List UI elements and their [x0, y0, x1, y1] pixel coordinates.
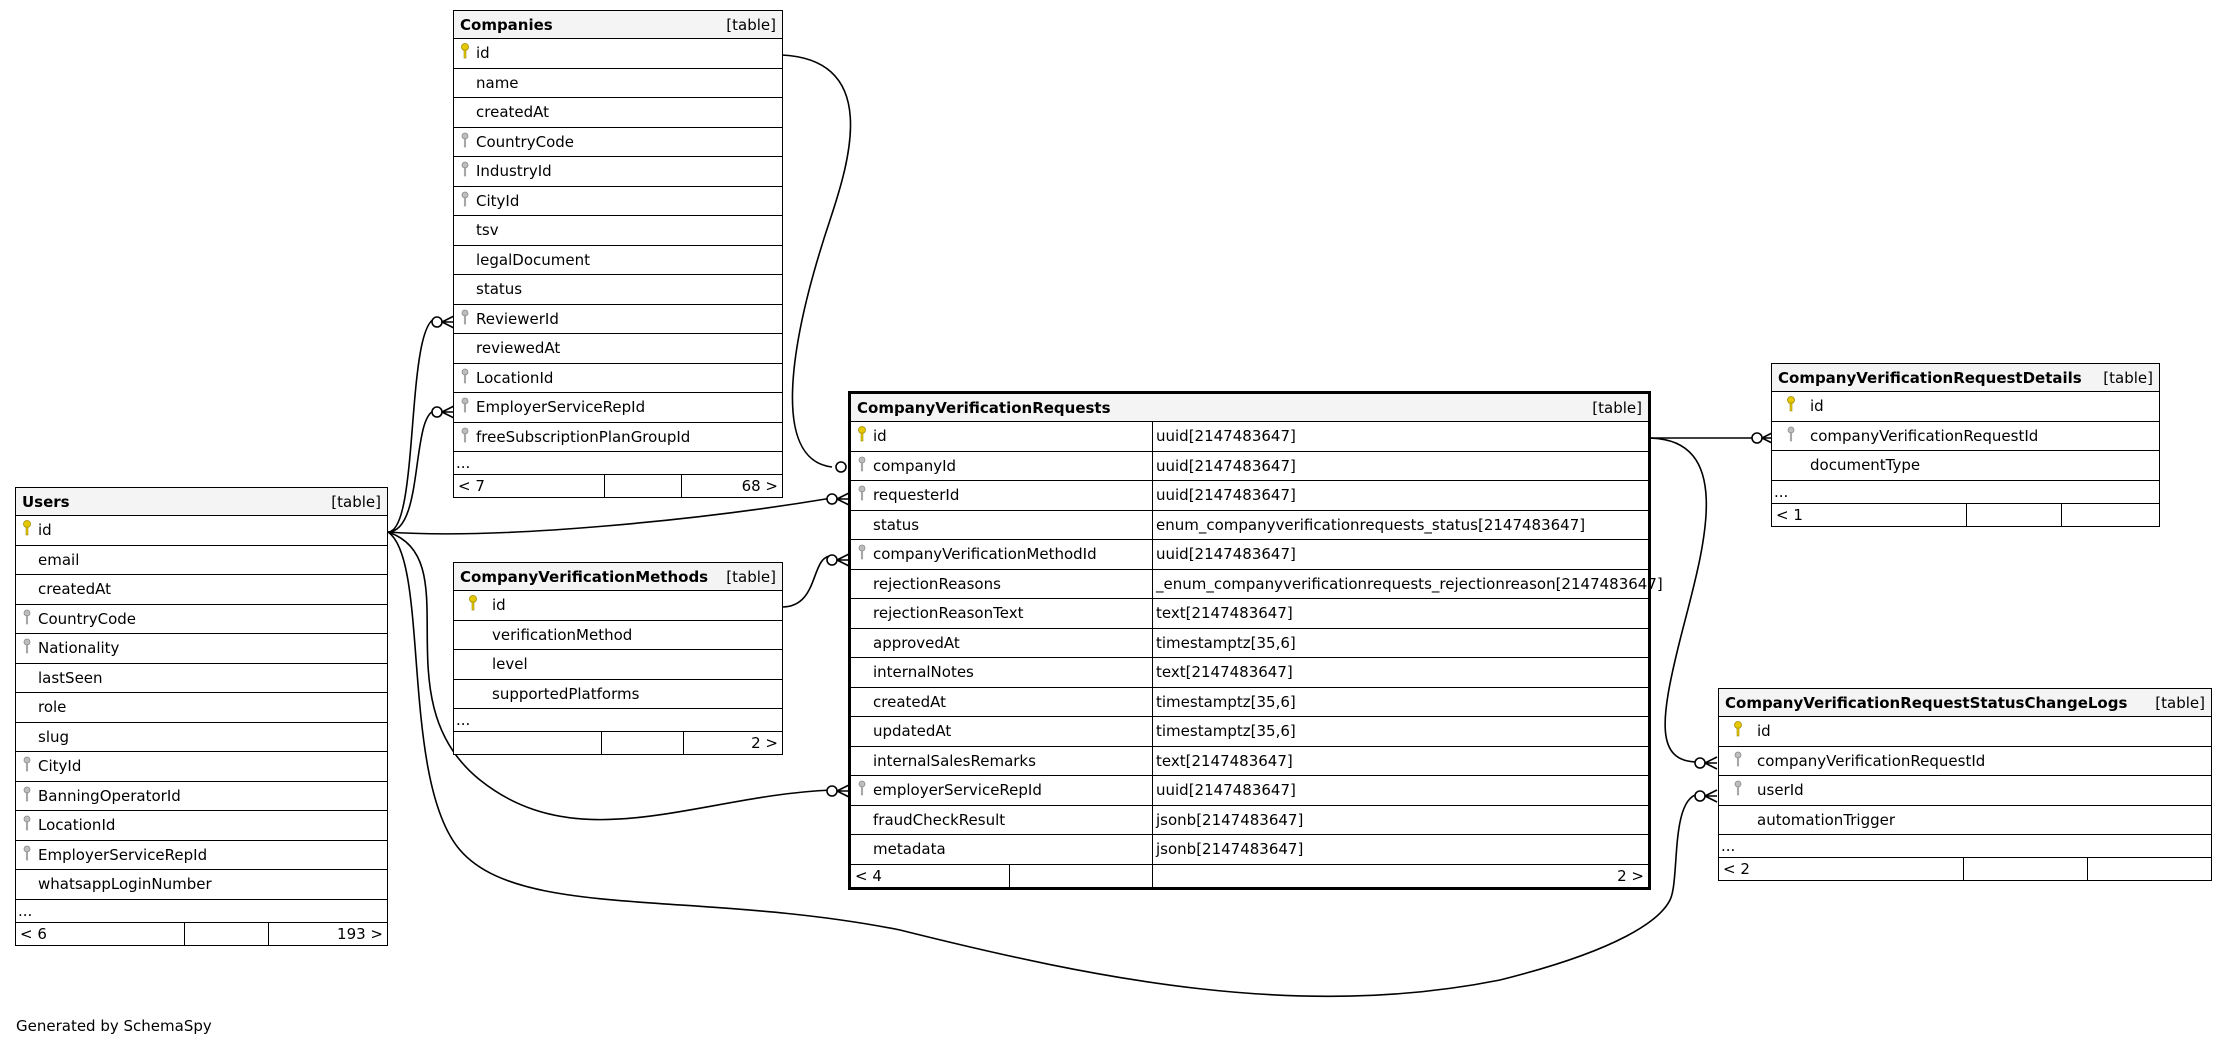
table-header — [454, 11, 782, 39]
column-row — [454, 393, 782, 423]
column-name: companyId — [873, 456, 957, 475]
edge-end-circle — [827, 555, 837, 565]
column-row — [1719, 717, 2211, 747]
column-type: uuid[2147483647] — [1152, 540, 1296, 569]
column-row — [16, 664, 387, 694]
column-name: metadata — [873, 840, 946, 859]
column-row — [851, 776, 1648, 806]
column-row — [851, 717, 1648, 747]
column-row — [851, 806, 1648, 836]
column-row — [851, 540, 1648, 570]
column-name: CityId — [476, 191, 520, 210]
column-row — [16, 870, 387, 900]
edge-end-circle — [827, 494, 837, 504]
column-type: timestamptz[35,6] — [1152, 688, 1296, 717]
foreign-key-icon — [460, 161, 470, 181]
column-row — [851, 452, 1648, 482]
column-row — [454, 423, 782, 453]
footer-divider — [2087, 858, 2088, 880]
column-name: freeSubscriptionPlanGroupId — [476, 427, 691, 446]
edge-users-requests-requester — [388, 498, 832, 534]
column-name: companyVerificationRequestId — [1757, 751, 1986, 770]
foreign-key-icon — [22, 786, 32, 806]
foreign-key-icon — [857, 456, 867, 476]
table-companies — [453, 10, 783, 498]
footer-divider — [1963, 858, 1964, 880]
column-row — [851, 422, 1648, 452]
column-row — [1772, 422, 2159, 452]
footer-divider — [1152, 865, 1153, 887]
column-row — [16, 605, 387, 635]
more-columns-ellipsis: ... — [1772, 481, 2159, 504]
foreign-key-icon — [22, 845, 32, 865]
table-kind: [table] — [1592, 398, 1642, 417]
column-name: LocationId — [38, 816, 116, 835]
column-name: documentType — [1810, 456, 1921, 475]
more-columns-ellipsis: ... — [16, 900, 387, 923]
column-name: rejectionReasonText — [873, 604, 1024, 623]
column-name: rejectionReasons — [873, 574, 1001, 593]
column-row — [454, 621, 782, 651]
foreign-key-icon — [857, 485, 867, 505]
column-type: text[2147483647] — [1152, 599, 1293, 628]
table-footer — [454, 475, 782, 497]
foreign-key-icon — [857, 780, 867, 800]
column-name: level — [492, 655, 528, 674]
column-name: lastSeen — [38, 668, 103, 687]
column-name: automationTrigger — [1757, 810, 1896, 829]
column-name: IndustryId — [476, 162, 552, 181]
column-name: role — [38, 698, 67, 717]
column-type: uuid[2147483647] — [1152, 452, 1296, 481]
footer-divider — [184, 923, 185, 945]
column-name: CityId — [38, 757, 82, 776]
foreign-key-icon — [857, 544, 867, 564]
column-row — [454, 650, 782, 680]
foreign-key-icon — [1733, 780, 1743, 800]
column-name: supportedPlatforms — [492, 684, 640, 703]
column-row — [454, 98, 782, 128]
foreign-key-icon — [460, 397, 470, 417]
column-row — [16, 752, 387, 782]
column-type: timestamptz[35,6] — [1152, 717, 1296, 746]
crowfoot — [1705, 757, 1717, 769]
primary-key-icon — [857, 426, 867, 446]
table-kind: [table] — [331, 492, 381, 511]
column-name: employerServiceRepId — [873, 781, 1042, 800]
column-row — [16, 693, 387, 723]
column-name: ReviewerId — [476, 309, 559, 328]
parent-count: < 7 — [458, 477, 485, 495]
more-columns-ellipsis: ... — [454, 709, 782, 732]
primary-key-icon — [1786, 396, 1796, 416]
column-name: whatsappLoginNumber — [38, 875, 212, 894]
column-name: verificationMethod — [492, 625, 633, 644]
table-footer — [1772, 504, 2159, 526]
column-type: jsonb[2147483647] — [1152, 835, 1303, 864]
edge-companies-requests — [782, 55, 851, 467]
column-row — [851, 481, 1648, 511]
column-row — [16, 811, 387, 841]
column-name: tsv — [476, 221, 499, 240]
column-name: createdAt — [38, 580, 112, 599]
column-name: EmployerServiceRepId — [38, 845, 208, 864]
edge-end-circle — [827, 786, 837, 796]
column-name: companyVerificationMethodId — [873, 545, 1097, 564]
column-name: id — [492, 596, 506, 615]
column-name: createdAt — [476, 103, 550, 122]
edge-users-companies-reviewer — [388, 318, 437, 532]
footer-divider — [1966, 504, 1967, 526]
edge-requests-logs — [1650, 438, 1706, 762]
column-row — [454, 39, 782, 69]
foreign-key-icon — [460, 191, 470, 211]
column-type: uuid[2147483647] — [1152, 776, 1296, 805]
foreign-key-icon — [1786, 426, 1796, 446]
foreign-key-icon — [22, 815, 32, 835]
more-columns-ellipsis: ... — [454, 452, 782, 475]
column-row — [851, 599, 1648, 629]
column-row — [1719, 776, 2211, 806]
footer-divider — [604, 475, 605, 497]
table-kind: [table] — [2103, 368, 2153, 387]
foreign-key-icon — [460, 132, 470, 152]
table-footer — [1719, 858, 2211, 880]
column-row — [454, 246, 782, 276]
column-type: enum_companyverificationrequests_status[2147483647] — [1152, 511, 1585, 540]
column-name: companyVerificationRequestId — [1810, 426, 2039, 445]
table-users — [15, 487, 388, 946]
column-row — [851, 658, 1648, 688]
footer-divider — [1009, 865, 1010, 887]
table-name: Users — [22, 492, 70, 511]
column-name: Nationality — [38, 639, 120, 658]
table-name: CompanyVerificationRequestDetails — [1778, 368, 2082, 387]
column-name: id — [1810, 397, 1824, 416]
child-count: 68 > — [741, 477, 778, 495]
column-row — [454, 334, 782, 364]
column-row — [454, 680, 782, 710]
column-row — [16, 782, 387, 812]
column-row — [16, 575, 387, 605]
column-name: requesterId — [873, 486, 960, 505]
column-type: _enum_companyverificationrequests_rejectionreason[2147483647] — [1152, 570, 1663, 599]
parent-count: < 6 — [20, 924, 47, 943]
foreign-key-icon — [1733, 751, 1743, 771]
table-name: CompanyVerificationRequestStatusChangeLogs — [1725, 693, 2128, 712]
table-header — [1719, 689, 2211, 717]
column-row — [454, 69, 782, 99]
foreign-key-icon — [460, 427, 470, 447]
column-name: updatedAt — [873, 722, 952, 741]
column-row — [454, 128, 782, 158]
column-name: legalDocument — [476, 250, 590, 269]
table-header — [16, 488, 387, 516]
table-header — [851, 394, 1648, 422]
footer-divider — [2061, 504, 2062, 526]
footer-divider — [681, 475, 682, 497]
column-row — [16, 546, 387, 576]
column-row — [454, 591, 782, 621]
table-company-verification-methods — [453, 562, 783, 755]
column-name: CountryCode — [476, 132, 574, 151]
primary-key-icon — [1733, 721, 1743, 741]
table-footer — [454, 732, 782, 754]
column-name: createdAt — [873, 692, 947, 711]
table-kind: [table] — [726, 567, 776, 586]
column-type: uuid[2147483647] — [1152, 422, 1296, 451]
column-name: id — [476, 44, 490, 63]
column-row — [851, 511, 1648, 541]
edge-methods-requests — [782, 556, 832, 607]
column-name: id — [38, 521, 52, 540]
column-row — [454, 157, 782, 187]
column-row — [851, 629, 1648, 659]
column-name: CountryCode — [38, 609, 136, 628]
table-kind: [table] — [2155, 693, 2205, 712]
column-type: text[2147483647] — [1152, 747, 1293, 776]
edge-end-circle — [1695, 758, 1705, 768]
edge-end-circle — [1752, 433, 1762, 443]
foreign-key-icon — [22, 756, 32, 776]
primary-key-icon — [22, 520, 32, 540]
column-row — [454, 216, 782, 246]
column-row — [851, 747, 1648, 777]
crowfoot — [1705, 790, 1717, 802]
column-row — [851, 688, 1648, 718]
foreign-key-icon — [22, 609, 32, 629]
column-type: jsonb[2147483647] — [1152, 806, 1303, 835]
parent-count: < 4 — [855, 866, 882, 885]
column-name: internalSalesRemarks — [873, 751, 1036, 770]
footer-divider — [268, 923, 269, 945]
column-row — [851, 835, 1648, 865]
column-row — [16, 723, 387, 753]
column-name: approvedAt — [873, 633, 960, 652]
column-row — [454, 364, 782, 394]
column-name: reviewedAt — [476, 339, 561, 358]
column-name: status — [873, 515, 920, 534]
table-header — [454, 563, 782, 591]
edge-end-circle — [432, 407, 442, 417]
column-name: slug — [38, 727, 70, 746]
column-name: fraudCheckResult — [873, 810, 1006, 829]
table-kind: [table] — [726, 15, 776, 34]
column-name: internalNotes — [873, 663, 974, 682]
parent-count: < 2 — [1723, 860, 1750, 878]
child-count: 193 > — [337, 924, 383, 943]
column-type: uuid[2147483647] — [1152, 481, 1296, 510]
column-type: timestamptz[35,6] — [1152, 629, 1296, 658]
column-row — [1772, 392, 2159, 422]
table-company-verification-requests — [848, 391, 1663, 890]
column-name: LocationId — [476, 368, 554, 387]
table-header — [1772, 364, 2159, 392]
column-name: id — [1757, 722, 1771, 741]
footer-divider — [601, 732, 602, 754]
column-name: email — [38, 550, 80, 569]
generated-by-label: Generated by SchemaSpy — [16, 1017, 212, 1035]
more-columns-ellipsis: ... — [1719, 835, 2211, 858]
child-count: 2 > — [1617, 866, 1644, 885]
column-name: status — [476, 280, 523, 299]
column-row — [454, 275, 782, 305]
table-footer — [16, 923, 387, 945]
foreign-key-icon — [460, 368, 470, 388]
column-row — [16, 516, 387, 546]
table-footer — [851, 865, 1648, 887]
column-row — [16, 841, 387, 871]
primary-key-icon — [460, 43, 470, 63]
column-row — [454, 187, 782, 217]
parent-count: < 1 — [1776, 505, 1803, 524]
edge-end-circle — [1695, 791, 1705, 801]
foreign-key-icon — [22, 638, 32, 658]
child-count: 2 > — [751, 734, 778, 752]
column-row — [851, 570, 1663, 600]
edge-end-circle — [836, 462, 846, 472]
table-name: CompanyVerificationRequests — [857, 398, 1111, 417]
table-name: Companies — [460, 15, 553, 34]
column-row — [1719, 806, 2211, 836]
column-row — [1719, 747, 2211, 777]
column-row — [1772, 451, 2159, 481]
edge-users-companies-rep — [388, 410, 437, 532]
column-row — [454, 305, 782, 335]
column-row — [16, 634, 387, 664]
column-name: name — [476, 73, 519, 92]
primary-key-icon — [468, 595, 478, 615]
column-type: text[2147483647] — [1152, 658, 1293, 687]
column-name: userId — [1757, 781, 1804, 800]
column-name: EmployerServiceRepId — [476, 398, 646, 417]
foreign-key-icon — [460, 309, 470, 329]
column-name: BanningOperatorId — [38, 786, 181, 805]
footer-divider — [683, 732, 684, 754]
edge-end-circle — [432, 317, 442, 327]
table-name: CompanyVerificationMethods — [460, 567, 709, 586]
column-name: id — [873, 427, 887, 446]
table-company-verification-request-details — [1771, 363, 2160, 527]
table-company-verification-request-status-change-logs — [1718, 688, 2212, 881]
